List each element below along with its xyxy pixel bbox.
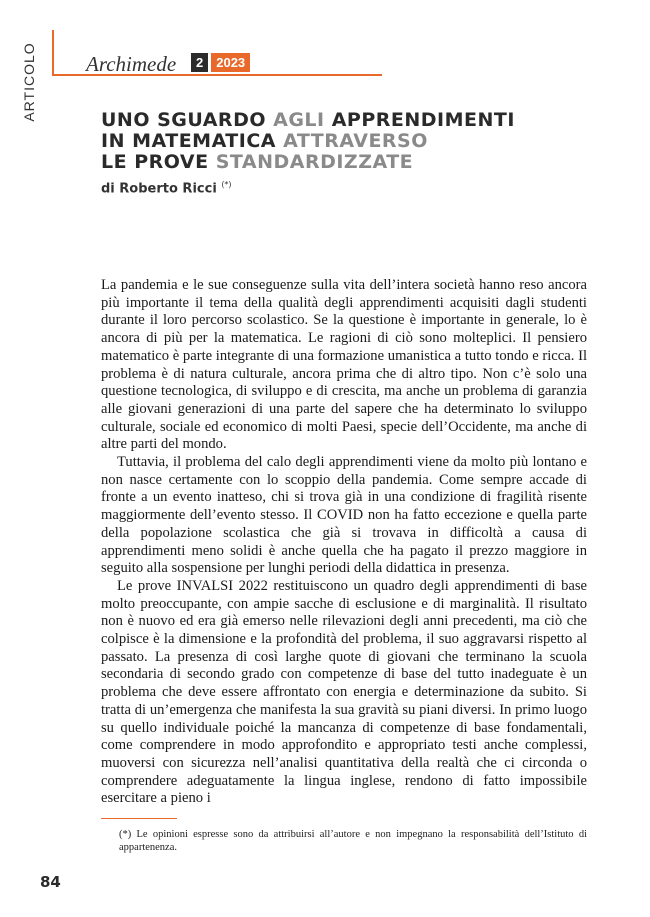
title-line <box>101 152 515 173</box>
footnote: (*) Le opinioni espresse sono da attribuirsi all’autore e non impegnano la responsabilità dell’Istituto di appartenenza. <box>119 829 587 853</box>
header-accent-vertical <box>52 30 54 76</box>
page-number: 84 <box>40 873 61 891</box>
article-title <box>101 110 515 173</box>
issue-year: 2023 <box>211 53 250 72</box>
issue-badge <box>191 53 250 72</box>
paragraph: Le prove INVALSI 2022 restituiscono un quadro degli apprendimenti di base molto preoccupante, con ampie sacche di esclusione e di marginalità. Il risultato non è nuovo ed era già emerso nelle rilevazioni degli anni precedenti, ma ciò che colpisce è la dimensione e la profondità del problema, il suo aggravarsi rispetto al passato. La presenza di così larghe quote di giovani che terminano la scuola secondaria di secondo grado con competenze di base del tutto inadeguate è un problema che deve essere affrontato con energia e determinazione da subito. Si tratta di un’emergenza che manifesta la sua gravità su piani diversi. In primo luogo su quello individuale poiché la mancanza di competenze di base fondamentali, come comprendere in modo approfondito e appropriato testi anche complessi, muoversi con sicurezza nell’analisi quantitativa della realtà che ci circonda o comprendere adeguatamente la lingua inglese, rendono di fatto impossibile esercitare a pieno i <box>101 577 587 807</box>
title-word: IN <box>101 130 133 152</box>
title-word: UNO <box>101 109 158 131</box>
author-footnote-mark: (*) <box>221 180 232 189</box>
issue-number: 2 <box>191 53 208 72</box>
title-word: ATTRAVERSO <box>283 130 428 152</box>
section-label: ARTICOLO <box>21 42 37 122</box>
title-word: MATEMATICA <box>132 130 284 152</box>
author-byline: di Roberto Ricci (*) <box>101 180 232 197</box>
article-body <box>101 277 587 808</box>
footnote-rule <box>101 818 177 819</box>
title-word: PROVE <box>134 151 216 173</box>
title-word: LE <box>101 151 135 173</box>
journal-title: Archimede <box>86 52 177 76</box>
title-line <box>101 131 515 152</box>
title-word: AGLI <box>273 109 332 131</box>
title-word: SGUARDO <box>157 109 274 131</box>
title-word: APPRENDIMENTI <box>331 109 515 131</box>
paragraph: Tuttavia, il problema del calo degli apprendimenti viene da molto più lontano e non nasce certamente con lo scoppio della pandemia. Come sempre accade di fronte a un evento inatteso, chi si trova già in una condizione di fragilità risente maggiormente dell’evento stesso. Il COVID non ha fatto eccezione e quella parte della popolazione scolastica che già si trovava in difficoltà a causa di apprendimenti meno solidi è anche quella che ha pagato il prezzo maggiore in seguito alla sospensione per lunghi periodi della didattica in presenza. <box>101 454 587 577</box>
title-line <box>101 110 515 131</box>
paragraph: La pandemia e le sue conseguenze sulla vita dell’intera società hanno reso ancora più importante il tema della qualità degli apprendimenti acquisiti dagli studenti durante il loro percorso scolastico. Se la questione è importante in generale, lo è ancora di più per la matematica. Le ragioni di ciò sono molteplici. Il pensiero matematico è parte integrante di una formazione umanistica a tutto tondo e ricca. Il problema è di natura culturale, ancora prima che di altro tipo. Non c’è solo una questione tecnologica, di sviluppo e di crescita, ma anche un problema di garanzia alle giovani generazioni di una parte del sapere che ha determinato lo sviluppo culturale, sociale ed economico di molti Paesi, specie dell’Occidente, ma anche di altre parti del mondo. <box>101 277 587 453</box>
title-word: STANDARDIZZATE <box>215 151 414 173</box>
